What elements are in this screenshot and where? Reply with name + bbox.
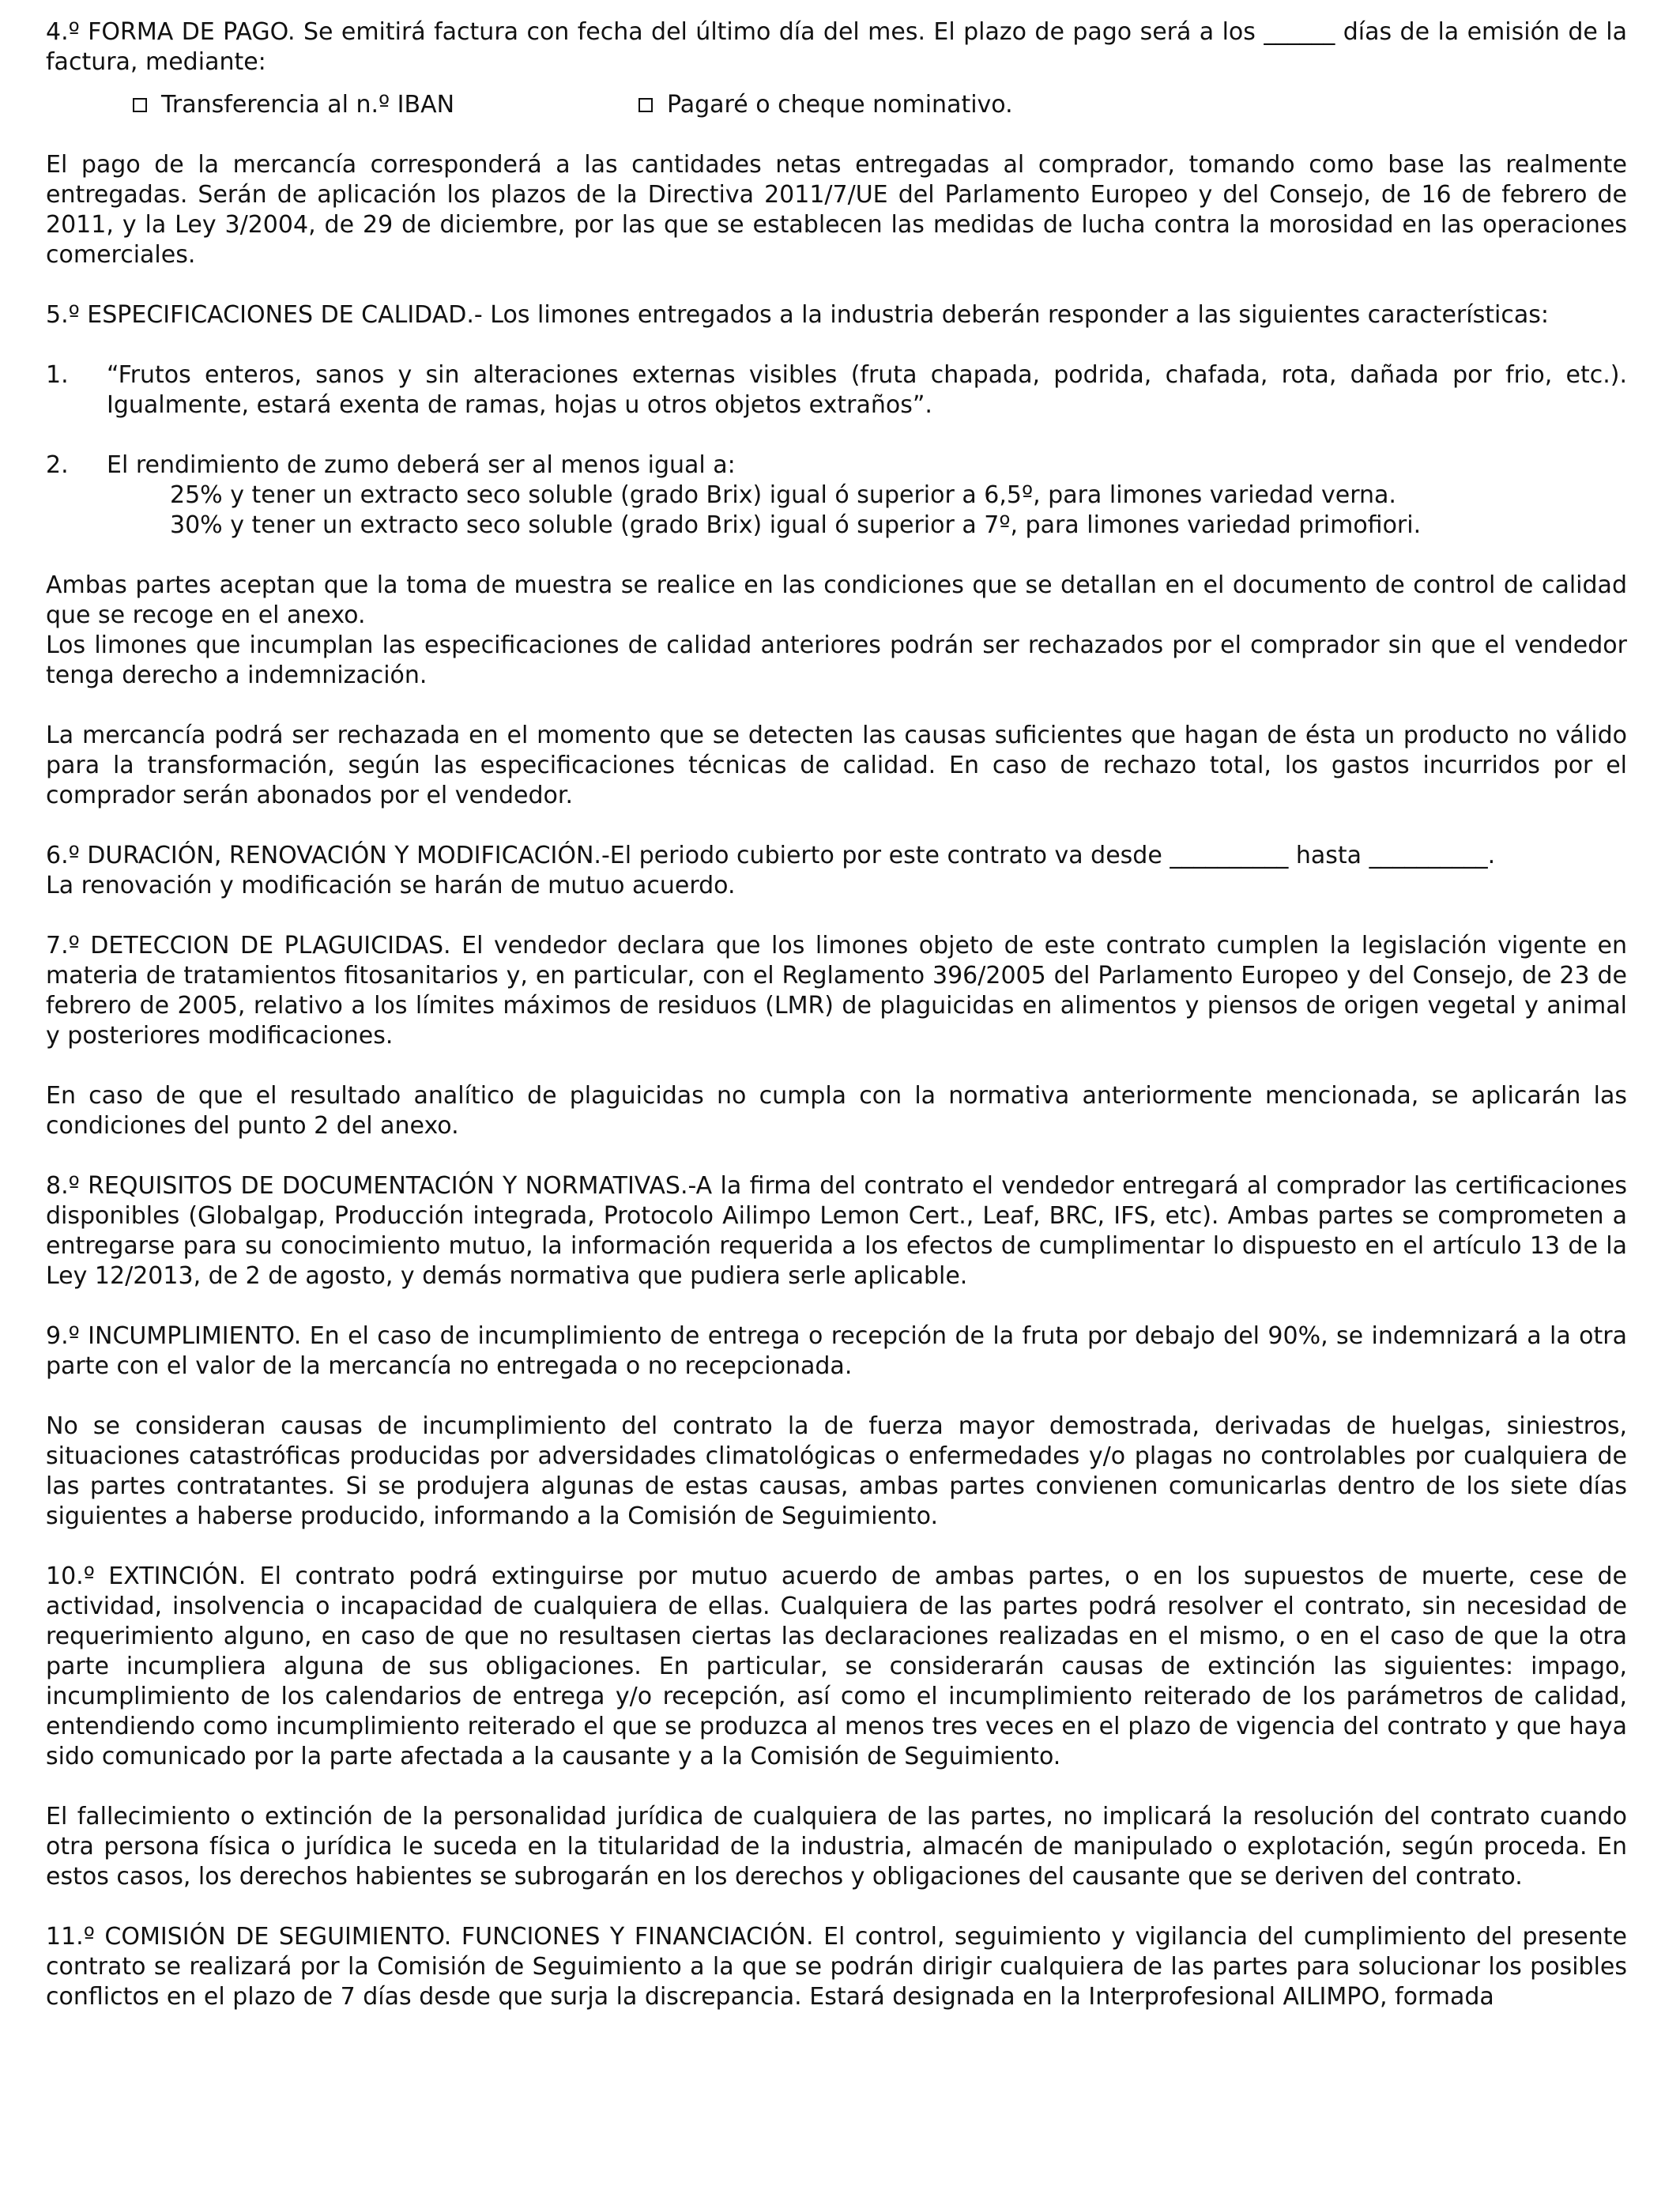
quality-item-1 <box>46 360 1627 420</box>
section-11-committee: 11.º COMISIÓN DE SEGUIMIENTO. FUNCIONES Y FINANCIACIÓN. El control, seguimiento y vigilancia del cumplimiento del presente contrato se realizará por la Comisión de Seguimiento a la que se podrán dirigir cualquiera de las partes para solucionar los posibles conflictos en el plazo de 7 días desde que surja la discrepancia. Estará designada en la Interprofesional AILIMPO, formada <box>46 1923 1627 2011</box>
force-majeure-paragraph: No se consideran causas de incumplimiento del contrato la de fuerza mayor demostrada, derivadas de huelgas, siniestros, situaciones catastróficas producidas por adversidades climatológicas o enfermedades y/o plagas no controlables por cualquiera de las partes contratantes. Si se produjera algunas de estas causas, ambas partes convienen comunicarlas dentro de los siete días siguientes a haberse producido, informando a la Comisión de Seguimiento. <box>46 1412 1627 1530</box>
quality-item-2 <box>46 450 1627 481</box>
section-5-quality: 5.º ESPECIFICACIONES DE CALIDAD.- Los limones entregados a la industria deberán responder a las siguientes características: <box>46 301 1549 329</box>
section-6-duration: 6.º DURACIÓN, RENOVACIÓN Y MODIFICACIÓN.-El periodo cubierto por este contrato va desde __________ hasta __________. <box>46 842 1496 869</box>
payment-options <box>46 90 1627 120</box>
option-transfer[interactable] <box>133 90 638 120</box>
pesticides-noncompliance-paragraph: En caso de que el resultado analítico de plaguicidas no cumpla con la normativa anteriormente mencionada, se aplicarán las condiciones del punto 2 del anexo. <box>46 1082 1627 1140</box>
checkbox-icon[interactable] <box>133 98 147 112</box>
quality-item-2-primofiori: 30% y tener un extracto seco soluble (grado Brix) igual ó superior a 7º, para limones variedad primofiori. <box>170 511 1422 539</box>
section-8-documentation: 8.º REQUISITOS DE DOCUMENTACIÓN Y NORMATIVAS.-A la firma del contrato el vendedor entregará al comprador las certificaciones disponibles (Globalgap, Producción integrada, Protocolo Ailimpo Lemon Cert., Leaf, BRC, IFS, etc). Ambas partes se comprometen a entregarse para su conocimiento mutuo, la información requerida a los efectos de cumplimentar lo dispuesto en el artículo 13 de la Ley 12/2013, de 2 de agosto, y demás normativa que pudiera serle aplicable. <box>46 1172 1627 1290</box>
rejection-paragraph: Los limones que incumplan las especificaciones de calidad anteriores podrán ser rechazados por el comprador sin que el vendedor tenga derecho a indemnización. <box>46 631 1627 689</box>
option-promissory-label: Pagaré o cheque nominativo. <box>667 91 1013 119</box>
renewal-paragraph: La renovación y modificación se harán de mutuo acuerdo. <box>46 872 736 899</box>
section-10-termination: 10.º EXTINCIÓN. El contrato podrá extinguirse por mutuo acuerdo de ambas partes, o en los supuestos de muerte, cese de actividad, insolvencia o incapacidad de cualquiera de ellas. Cualquiera de las partes podrá resolver el contrato, sin necesidad de requerimiento alguno, en caso de que no resultasen ciertas las declaraciones realizadas en el mismo, o en el caso de que la otra parte incumpliera alguna de sus obligaciones. En particular, se considerarán causas de extinción las siguientes: impago, incumplimiento de los calendarios de entrega y/o recepción, así como el incumplimiento reiterado de los parámetros de calidad, entendiendo como incumplimiento reiterado el que se produzca al menos tres veces en el plazo de vigencia del contrato y que haya sido comunicado por la parte afectada a la causante y a la Comisión de Seguimiento. <box>46 1563 1627 1770</box>
checkbox-icon[interactable] <box>638 98 653 112</box>
total-rejection-paragraph: La mercancía podrá ser rechazada en el momento que se detecten las causas suficientes que hagan de ésta un producto no válido para la transformación, según las especificaciones técnicas de calidad. En caso de rechazo total, los gastos incurridos por el comprador serán abonados por el vendedor. <box>46 722 1627 809</box>
option-promissory-note[interactable] <box>638 90 1013 120</box>
sampling-paragraph: Ambas partes aceptan que la toma de muestra se realice en las condiciones que se detallan en el documento de control de calidad que se recoge en el anexo. <box>46 571 1627 629</box>
succession-paragraph: El fallecimiento o extinción de la personalidad jurídica de cualquiera de las partes, no implicará la resolución del contrato cuando otra persona física o jurídica le suceda en la titularidad de la industria, almacén de manipulado o explotación, según proceda. En estos casos, los derechos habientes se subrogarán en los derechos y obligaciones del causante que se deriven del contrato. <box>46 1803 1627 1891</box>
item-text: El rendimiento de zumo deberá ser al menos igual a: <box>107 451 736 479</box>
item-number: 2. <box>46 451 69 479</box>
quality-item-2-verna: 25% y tener un extracto seco soluble (grado Brix) igual ó superior a 6,5º, para limones variedad verna. <box>170 481 1396 509</box>
document-body <box>46 17 1627 2012</box>
section-4-payment: 4.º FORMA DE PAGO. Se emitirá factura con fecha del último día del mes. El plazo de pago será a los ______ días de la emisión de la factura, mediante: <box>46 18 1627 76</box>
option-transfer-label: Transferencia al n.º IBAN <box>161 91 455 119</box>
item-number: 1. <box>46 361 69 389</box>
item-text: “Frutos enteros, sanos y sin alteraciones externas visibles (fruta chapada, podrida, chafada, rota, dañada por frio, etc.). Igualmente, estará exenta de ramas, hojas u otros objetos extraños”. <box>107 361 1627 419</box>
section-9-breach: 9.º INCUMPLIMIENTO. En el caso de incumplimiento de entrega o recepción de la fruta por debajo del 90%, se indemnizará a la otra parte con el valor de la mercancía no entregada o no recepcionada. <box>46 1322 1627 1380</box>
payment-terms-paragraph: El pago de la mercancía corresponderá a las cantidades netas entregadas al comprador, tomando como base las realmente entregadas. Serán de aplicación los plazos de la Directiva 2011/7/UE del Parlamento Europeo y del Consejo, de 16 de febrero de 2011, y la Ley 3/2004, de 29 de diciembre, por las que se establecen las medidas de lucha contra la morosidad en las operaciones comerciales. <box>46 151 1627 269</box>
section-7-pesticides: 7.º DETECCION DE PLAGUICIDAS. El vendedor declara que los limones objeto de este contrato cumplen la legislación vigente en materia de tratamientos fitosanitarios y, en particular, con el Reglamento 396/2005 del Parlamento Europeo y del Consejo, de 23 de febrero de 2005, relativo a los límites máximos de residuos (LMR) de plaguicidas en alimentos y piensos de origen vegetal y animal y posteriores modificaciones. <box>46 932 1627 1050</box>
